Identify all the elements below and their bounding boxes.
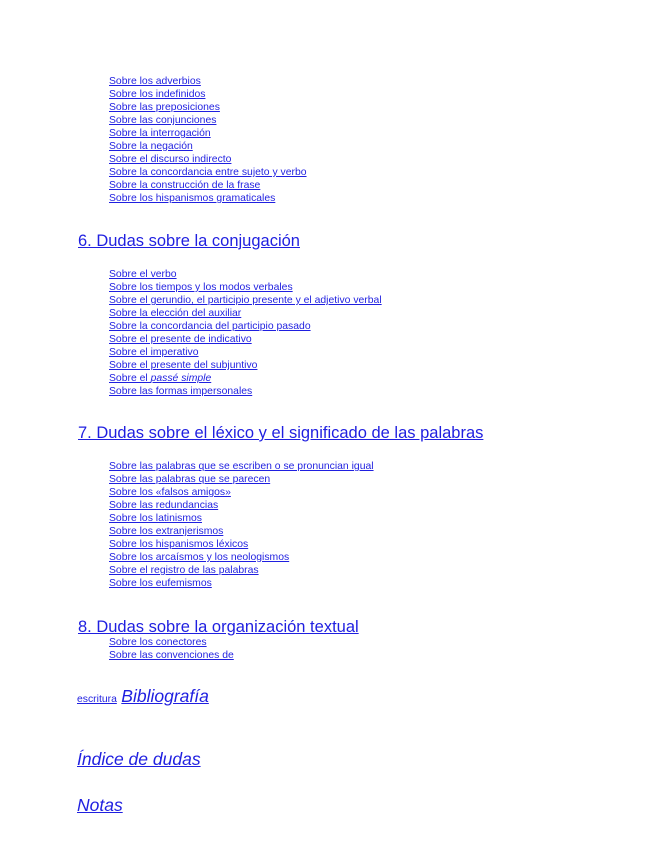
list-item[interactable] xyxy=(109,114,307,127)
toc-link[interactable]: Sobre la interrogación xyxy=(109,128,211,139)
section7-heading-link[interactable]: 7. Dudas sobre el léxico y el significado de las palabras xyxy=(78,424,484,442)
toc-link[interactable]: Sobre las redundancias xyxy=(109,500,219,511)
toc-link[interactable]: Sobre las preposiciones xyxy=(109,102,220,113)
section6-sublist xyxy=(109,268,382,398)
toc-link[interactable]: Sobre la negación xyxy=(109,141,193,152)
toc-link[interactable]: Sobre las palabras que se parecen xyxy=(109,474,271,485)
toc-link[interactable]: Sobre las conjunciones xyxy=(109,115,217,126)
section8-heading-link[interactable]: 8. Dudas sobre la organización textual xyxy=(78,618,359,636)
list-item[interactable] xyxy=(109,649,234,662)
list-item[interactable] xyxy=(109,140,307,153)
section6-heading-link[interactable]: 6. Dudas sobre la conjugación xyxy=(78,232,300,250)
toc-link[interactable]: Sobre los tiempos y los modos verbales xyxy=(109,282,293,293)
toc-link[interactable]: Sobre los conectores xyxy=(109,637,207,648)
list-item[interactable] xyxy=(109,166,307,179)
list-item[interactable] xyxy=(109,346,382,359)
list-item[interactable] xyxy=(109,538,374,551)
list-item[interactable] xyxy=(109,127,307,140)
toc-link[interactable]: Sobre los extranjerismos xyxy=(109,526,224,537)
toc-link[interactable]: Sobre la concordancia entre sujeto y verbo xyxy=(109,167,307,178)
toc-link[interactable]: Sobre las convenciones de xyxy=(109,650,234,661)
list-item[interactable] xyxy=(109,577,374,590)
list-item[interactable] xyxy=(109,333,382,346)
list-item[interactable] xyxy=(109,320,382,333)
list-item[interactable] xyxy=(109,153,307,166)
list-item[interactable] xyxy=(109,359,382,372)
bibliography-row xyxy=(77,684,209,712)
index-of-doubts-link[interactable]: Índice de dudas xyxy=(77,749,201,769)
toc-link[interactable]: Sobre el discurso indirecto xyxy=(109,154,232,165)
list-item[interactable] xyxy=(109,460,374,473)
list-item[interactable] xyxy=(109,486,374,499)
section6-heading[interactable] xyxy=(78,231,300,251)
toc-link[interactable]: Sobre la concordancia del participio pasado xyxy=(109,321,311,332)
toc-link[interactable]: Sobre el gerundio, el participio presente y el adjetivo verbal xyxy=(109,295,382,306)
toc-link[interactable]: Sobre los hispanismos léxicos xyxy=(109,539,249,550)
toc-link[interactable]: Sobre los adverbios xyxy=(109,76,201,87)
list-item[interactable] xyxy=(109,294,382,307)
list-item[interactable] xyxy=(109,88,307,101)
list-item[interactable] xyxy=(109,512,374,525)
list-item[interactable] xyxy=(109,75,307,88)
list-item[interactable] xyxy=(109,499,374,512)
toc-link-italic-term: passé simple xyxy=(150,373,212,384)
toc-link[interactable]: Sobre la elección del auxiliar xyxy=(109,308,242,319)
toc-link[interactable]: Sobre los latinismos xyxy=(109,513,202,524)
section7-heading[interactable] xyxy=(78,423,483,443)
list-item[interactable] xyxy=(109,101,307,114)
notes-link[interactable]: Notas xyxy=(77,795,123,815)
list-item[interactable] xyxy=(109,551,374,564)
toc-link[interactable]: Sobre el registro de las palabras xyxy=(109,565,259,576)
toc-link[interactable]: Sobre el presente del subjuntivo xyxy=(109,360,258,371)
list-item[interactable] xyxy=(109,281,382,294)
toc-link[interactable]: Sobre los arcaísmos y los neologismos xyxy=(109,552,290,563)
list-item[interactable] xyxy=(109,179,307,192)
escritura-link[interactable]: escritura xyxy=(77,694,117,705)
list-item[interactable] xyxy=(109,636,234,649)
list-item[interactable] xyxy=(109,372,382,385)
toc-link[interactable]: Sobre la construcción de la frase xyxy=(109,180,261,191)
toc-link[interactable]: Sobre el verbo xyxy=(109,269,177,280)
section5-sublist xyxy=(109,75,307,205)
toc-link-passe-simple[interactable] xyxy=(109,373,211,384)
list-item[interactable] xyxy=(109,192,307,205)
section7-sublist xyxy=(109,460,374,590)
list-item[interactable] xyxy=(109,525,374,538)
section8-heading[interactable] xyxy=(78,617,359,637)
list-item[interactable] xyxy=(109,307,382,320)
list-item[interactable] xyxy=(109,268,382,281)
list-item[interactable] xyxy=(109,564,374,577)
bibliography-link[interactable]: Bibliografía xyxy=(121,686,209,706)
toc-link[interactable]: Sobre las palabras que se escriben o se pronuncian igual xyxy=(109,461,374,472)
toc-link-prefix: Sobre el xyxy=(109,373,151,384)
toc-link[interactable]: Sobre las formas impersonales xyxy=(109,386,253,397)
toc-link[interactable]: Sobre los hispanismos gramaticales xyxy=(109,193,276,204)
toc-link[interactable]: Sobre los indefinidos xyxy=(109,89,206,100)
list-item[interactable] xyxy=(109,385,382,398)
list-item[interactable] xyxy=(109,473,374,486)
toc-link[interactable]: Sobre los «falsos amigos» xyxy=(109,487,231,498)
toc-link[interactable]: Sobre el presente de indicativo xyxy=(109,334,252,345)
toc-link[interactable]: Sobre los eufemismos xyxy=(109,578,212,589)
section8-sublist xyxy=(109,636,234,662)
toc-link[interactable]: Sobre el imperativo xyxy=(109,347,199,358)
